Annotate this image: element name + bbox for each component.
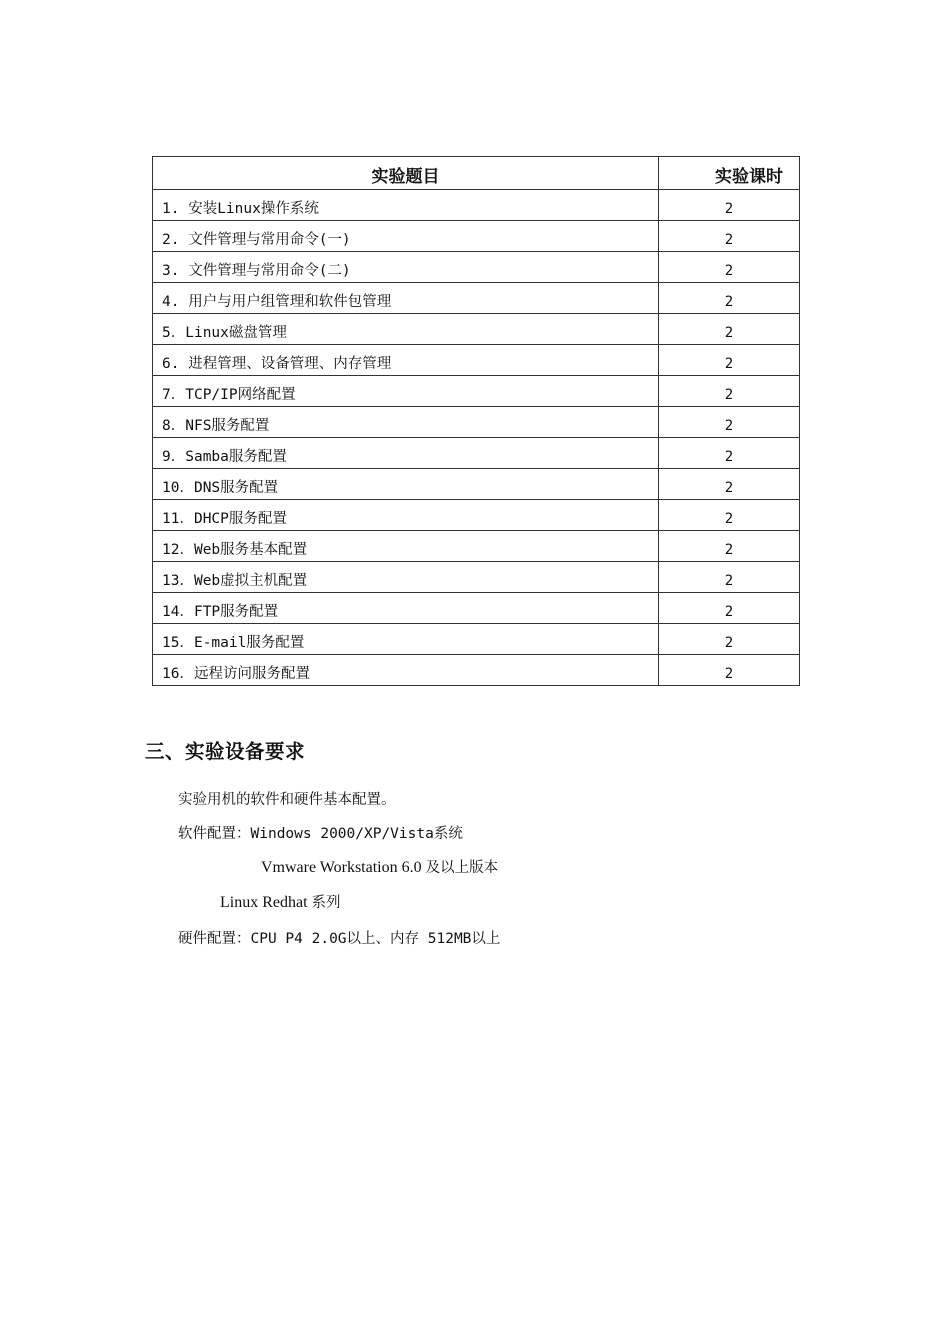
experiment-topic-cell: 1. 安装Linux操作系统 — [153, 190, 659, 221]
experiment-topic-cell: 9．Samba服务配置 — [153, 438, 659, 469]
experiment-hours-cell — [659, 500, 800, 531]
hours-value: 2 — [724, 356, 734, 372]
experiment-topic-cell: 5．Linux磁盘管理 — [153, 314, 659, 345]
table-row — [153, 345, 800, 376]
hours-value: 2 — [724, 263, 734, 279]
table-row — [153, 593, 800, 624]
hours-value: 2 — [724, 666, 734, 682]
hours-value: 2 — [724, 635, 734, 651]
experiment-hours-cell — [659, 407, 800, 438]
hours-value: 2 — [724, 201, 734, 217]
hours-value: 2 — [724, 511, 734, 527]
experiment-hours-cell — [659, 376, 800, 407]
experiment-topic-cell: 11．DHCP服务配置 — [153, 500, 659, 531]
experiment-hours-cell — [659, 438, 800, 469]
header-topic: 实验题目 — [153, 157, 659, 190]
experiment-topic-cell: 14．FTP服务配置 — [153, 593, 659, 624]
experiment-hours-cell — [659, 655, 800, 686]
experiment-hours-cell — [659, 531, 800, 562]
experiment-hours-cell — [659, 624, 800, 655]
table-row — [153, 655, 800, 686]
experiment-topic-cell: 3. 文件管理与常用命令(二) — [153, 252, 659, 283]
software-config-line: 软件配置：Windows 2000/XP/Vista系统 — [178, 826, 463, 842]
table-row — [153, 190, 800, 221]
experiment-hours-cell — [659, 252, 800, 283]
table-row — [153, 624, 800, 655]
table-row — [153, 500, 800, 531]
experiment-hours-cell — [659, 221, 800, 252]
table-row — [153, 376, 800, 407]
experiment-topic-cell: 2. 文件管理与常用命令(一) — [153, 221, 659, 252]
experiment-hours-cell — [659, 314, 800, 345]
experiment-topic-cell: 10．DNS服务配置 — [153, 469, 659, 500]
table-row — [153, 221, 800, 252]
software-config-vmware — [261, 856, 498, 877]
experiment-table — [152, 156, 800, 686]
linux-suffix: 系列 — [311, 895, 341, 911]
experiment-topic-cell: 12．Web服务基本配置 — [153, 531, 659, 562]
hours-value: 2 — [724, 418, 734, 434]
experiment-hours-cell — [659, 345, 800, 376]
experiment-hours-cell — [659, 190, 800, 221]
hours-value: 2 — [724, 387, 734, 403]
vmware-suffix: 及以上版本 — [425, 860, 499, 876]
table-row — [153, 438, 800, 469]
table-row — [153, 283, 800, 314]
experiment-topic-cell: 16．远程访问服务配置 — [153, 655, 659, 686]
hours-value: 2 — [724, 232, 734, 248]
hours-value: 2 — [724, 573, 734, 589]
intro-text: 实验用机的软件和硬件基本配置。 — [178, 792, 396, 808]
hours-value: 2 — [724, 325, 734, 341]
table-row — [153, 252, 800, 283]
hours-value: 2 — [724, 542, 734, 558]
software-config-linux — [220, 891, 341, 912]
linux-text: Linux Redhat — [220, 894, 308, 911]
table-row — [153, 562, 800, 593]
experiment-hours-cell — [659, 593, 800, 624]
table-row — [153, 314, 800, 345]
table-row — [153, 531, 800, 562]
table-row — [153, 469, 800, 500]
table-row — [153, 407, 800, 438]
experiment-hours-cell — [659, 283, 800, 314]
experiment-topic-cell: 15．E-mail服务配置 — [153, 624, 659, 655]
hours-value: 2 — [724, 449, 734, 465]
table-header-row — [153, 157, 800, 190]
hours-value: 2 — [724, 294, 734, 310]
experiment-topic-cell: 6. 进程管理、设备管理、内存管理 — [153, 345, 659, 376]
experiment-topic-cell: 8．NFS服务配置 — [153, 407, 659, 438]
experiment-topic-cell: 4. 用户与用户组管理和软件包管理 — [153, 283, 659, 314]
header-hours: 实验课时 — [659, 157, 800, 190]
hours-value: 2 — [724, 604, 734, 620]
experiment-hours-cell — [659, 469, 800, 500]
experiment-topic-cell: 7．TCP/IP网络配置 — [153, 376, 659, 407]
hardware-config-line: 硬件配置：CPU P4 2.0G以上、内存 512MB以上 — [178, 931, 501, 947]
experiment-topic-cell: 13．Web虚拟主机配置 — [153, 562, 659, 593]
experiment-hours-cell — [659, 562, 800, 593]
hours-value: 2 — [724, 480, 734, 496]
vmware-text: Vmware Workstation 6.0 — [261, 859, 422, 876]
section-heading: 三、实验设备要求 — [145, 740, 306, 763]
table-body — [153, 190, 800, 686]
